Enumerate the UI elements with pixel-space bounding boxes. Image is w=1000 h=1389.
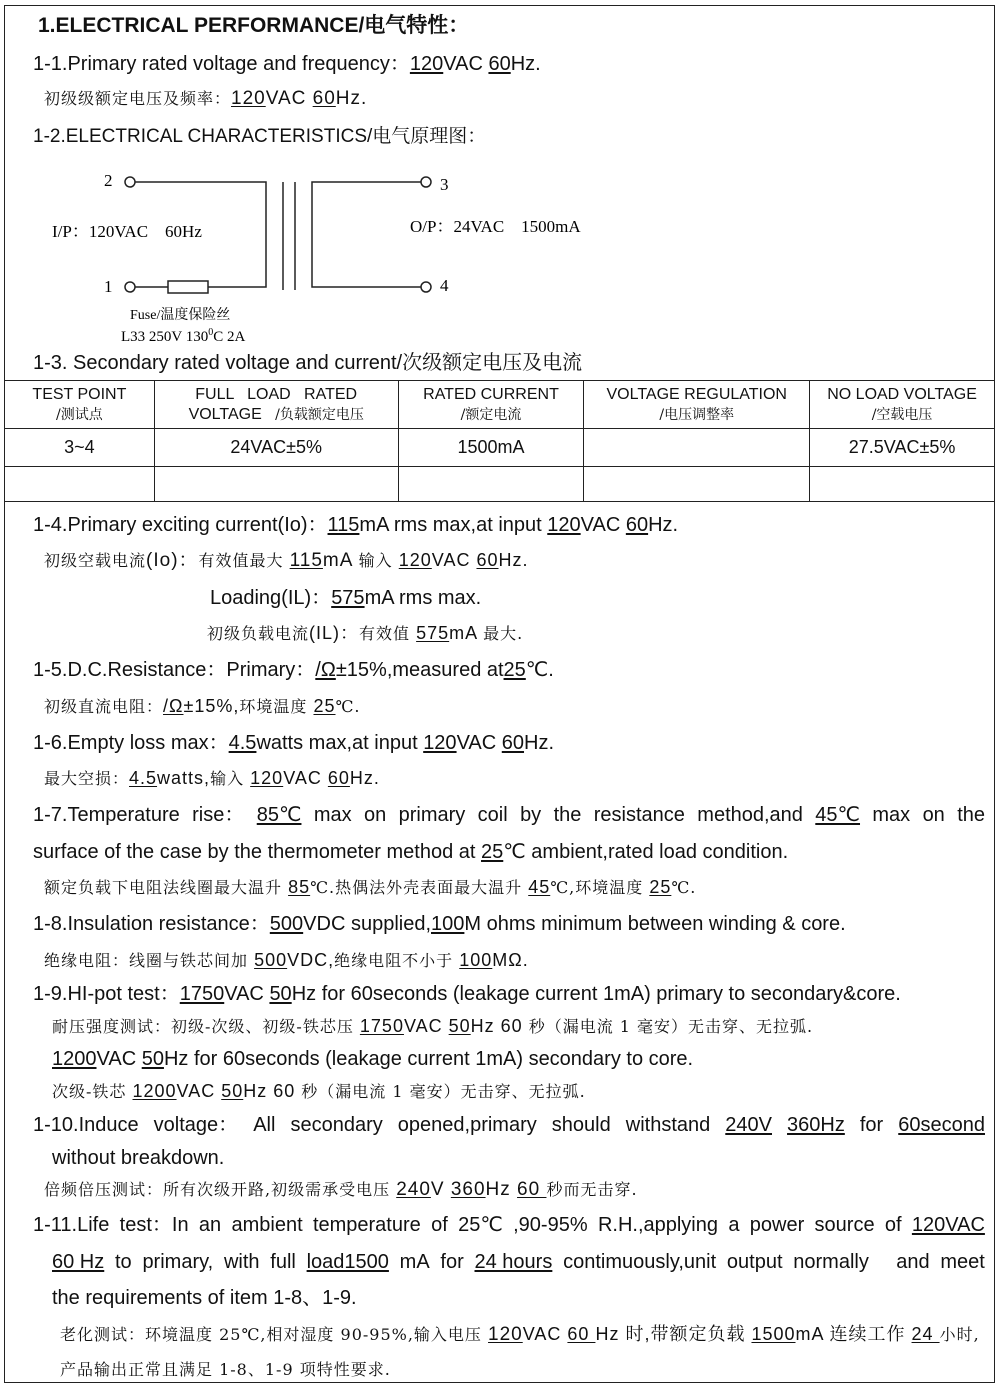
pin-2-terminal <box>125 177 135 187</box>
primary-exciting-current-cn: 初级空载电流(Io)：有效值最大 115mA 输入 120VAC 60Hz. <box>44 550 529 571</box>
table-cell: 1500mA <box>398 429 584 467</box>
secondary-winding-wire <box>312 182 421 287</box>
empty-loss-cn: 最大空损：4.5watts,输入 120VAC 60Hz. <box>44 768 380 788</box>
fuse-label: Fuse/温度保险丝 <box>130 308 231 323</box>
table-cell <box>5 467 155 502</box>
hipot-secondary-line: 1200VAC 50Hz for 60seconds (leakage current 1mA) secondary to core. <box>52 1048 694 1070</box>
life-test-line-2: 60 Hz to primary, with full load1500 mA for 24 hours contimuously,unit output normally and meet <box>52 1251 985 1273</box>
fuse-rating-label: L33 250V $130^0C$ 2A <box>121 327 246 345</box>
fuse-symbol <box>168 281 208 293</box>
pin-1-label: 1 <box>104 277 113 296</box>
table-cell <box>584 429 810 467</box>
loading-current-cn: 初级负载电流(IL)：有效值 575mA 最大. <box>207 623 524 643</box>
table-cell <box>398 467 584 502</box>
insulation-resistance-cn: 绝缘电阻：线圈与铁芯间加 500VDC,绝缘电阻不小于 100MΩ. <box>44 950 529 970</box>
electrical-characteristics-line: 1-2.ELECTRICAL CHARACTERISTICS/电气原理图： <box>33 126 487 147</box>
empty-loss-line: 1-6.Empty loss max：4.5watts max,at input 120VAC 60Hz. <box>33 732 555 754</box>
hipot-test-line: 1-9.HI-pot test：1750VAC 50Hz for 60seconds (leakage current 1mA) primary to secondary&core. <box>33 983 901 1005</box>
table-cell: 27.5VAC±5% <box>810 429 995 467</box>
secondary-spec-table <box>4 380 995 502</box>
life-test-line-3: the requirements of item 1-8、1-9. <box>52 1287 357 1309</box>
temperature-rise-line: 1-7.Temperature rise： 85℃ max on primary coil by the resistance method,and 45℃ max on the <box>33 804 985 826</box>
pin-4-terminal <box>421 282 431 292</box>
induce-voltage-line-2: without breakdown. <box>52 1147 225 1169</box>
dc-resistance-cn: 初级直流电阻：/Ω±15%,环境温度 25℃. <box>44 696 361 716</box>
input-spec-label: I/P：120VAC 60Hz <box>52 222 202 241</box>
header-test-point: TEST POINT /测试点 <box>5 381 155 429</box>
pin-2-label: 2 <box>104 171 113 190</box>
table-cell <box>154 467 398 502</box>
header-no-load-voltage: NO LOAD VOLTAGE /空载电压 <box>810 381 995 429</box>
table-row <box>5 429 995 467</box>
primary-rated-voltage-cn: 初级级额定电压及频率：120VAC 60Hz. <box>44 88 368 109</box>
induce-voltage-cn: 倍频倍压测试：所有次级开路,初级需承受电压 240V 360Hz 60 秒而无击穿. <box>44 1179 638 1200</box>
table-cell: 24VAC±5% <box>154 429 398 467</box>
header-full-load-voltage: FULL LOAD RATED VOLTAGE /负载额定电压 <box>154 381 398 429</box>
insulation-resistance-line: 1-8.Insulation resistance：500VDC supplied,100M ohms minimum between winding & core. <box>33 913 846 935</box>
section-title: 1.ELECTRICAL PERFORMANCE/电气特性： <box>38 14 470 37</box>
table-cell: 3~4 <box>5 429 155 467</box>
induce-voltage-line: 1-10.Induce voltage： All secondary opened,primary should withstand 240V 360Hz for 60second <box>33 1114 985 1136</box>
primary-exciting-current-line: 1-4.Primary exciting current(Io)：115mA rms max,at input 120VAC 60Hz. <box>33 514 679 536</box>
table-cell <box>584 467 810 502</box>
primary-rated-voltage-line: 1-1.Primary rated voltage and frequency：120VAC 60Hz. <box>33 53 541 75</box>
secondary-rated-line: 1-3. Secondary rated voltage and current/次级额定电压及电流 <box>33 352 583 374</box>
pin-4-label: 4 <box>440 276 449 295</box>
loading-current-line: Loading(IL)：575mA rms max. <box>210 587 482 609</box>
temperature-rise-line-2: surface of the case by the thermometer method at 25℃ ambient,rated load condition. <box>33 841 789 863</box>
pin-3-label: 3 <box>440 175 449 194</box>
life-test-cn-2: 产品输出正常且满足 1-8、1-9 项特性要求. <box>60 1360 391 1379</box>
hipot-test-cn-1: 耐压强度测试：初级-次级、初级-铁芯压 1750VAC 50Hz 60 秒（漏电流 1 毫安）无击穿、无拉弧. <box>52 1016 814 1036</box>
temperature-rise-cn: 额定负载下电阻法线圈最大温升 85℃.热偶法外壳表面最大温升 45℃,环境温度 25℃. <box>44 877 697 897</box>
life-test-line: 1-11.Life test：In an ambient temperature of 25℃ ,90-95% R.H.,applying a power source of 120VAC <box>33 1214 985 1236</box>
pin-1-terminal <box>125 282 135 292</box>
header-voltage-regulation: VOLTAGE REGULATION /电压调整率 <box>584 381 810 429</box>
table-header-row <box>5 381 995 429</box>
hipot-test-cn-2: 次级-铁芯 1200VAC 50Hz 60 秒（漏电流 1 毫安）无击穿、无拉弧. <box>52 1081 586 1101</box>
header-rated-current: RATED CURRENT /额定电流 <box>398 381 584 429</box>
pin-3-terminal <box>421 177 431 187</box>
transformer-schematic <box>0 150 700 350</box>
life-test-cn-1: 老化测试：环境温度 25℃,相对湿度 90-95%,输入电压 120VAC 60 Hz 时,带额定负载 1500mA 连续工作 24 小时, <box>60 1324 980 1345</box>
table-row-empty <box>5 467 995 502</box>
output-spec-label: O/P：24VAC 1500mA <box>410 217 581 236</box>
table-cell <box>810 467 995 502</box>
dc-resistance-line: 1-5.D.C.Resistance：Primary：/Ω±15%,measured at25℃. <box>33 659 554 681</box>
